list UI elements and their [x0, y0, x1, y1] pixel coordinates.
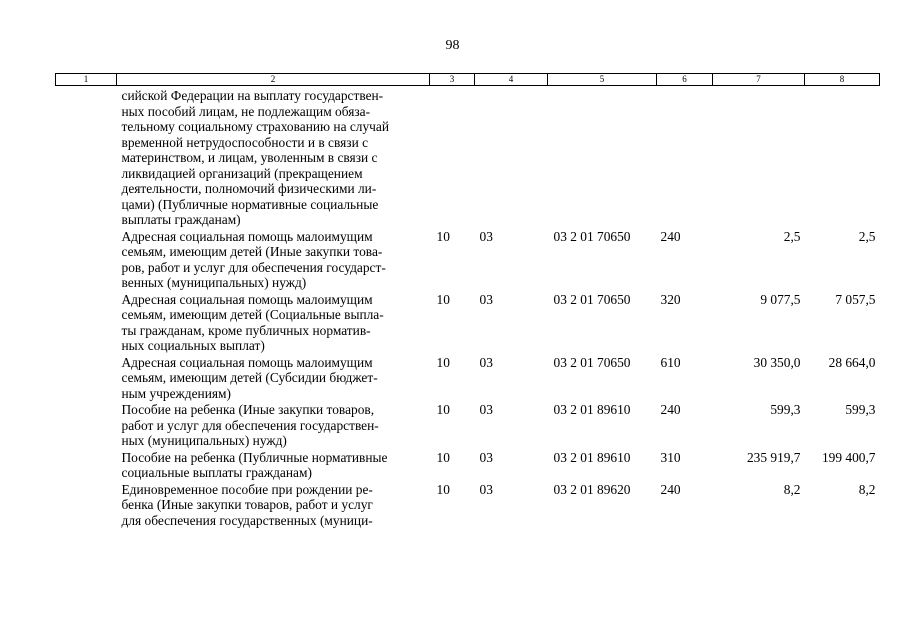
- expense-name-line: Пособие на ребенка (Иные закупки товаров,: [121, 402, 375, 417]
- subsection-cell: 03: [479, 228, 493, 244]
- column-header-7: 7: [713, 74, 805, 86]
- subsection-cell: 03: [479, 354, 493, 370]
- amount-col8-cell: 199 400,7: [821, 449, 876, 465]
- expense-name-line: Адресная социальная помощь малоимущим: [121, 291, 373, 307]
- expense-type-cell: 240: [660, 402, 681, 417]
- amount-col8-cell: 599,3: [845, 402, 876, 417]
- column-number-row: [56, 74, 880, 86]
- expense-type-cell: 240: [660, 481, 681, 497]
- target-code-cell: 03 2 01 89610: [553, 449, 631, 465]
- expense-type-cell: 240: [660, 228, 681, 244]
- amount-col8-cell: [805, 86, 880, 229]
- expense-name-line: цами) (Публичные нормативные социальные: [121, 196, 379, 212]
- table-row: [56, 450, 880, 482]
- expense-name-cell: [117, 482, 430, 530]
- subsection-cell: 03: [479, 291, 493, 307]
- expense-name-line: тельному социальному страхованию на случай: [121, 119, 390, 134]
- row-index-cell: [56, 229, 117, 292]
- expense-name-line: работ и услуг для обеспечения государствен-: [121, 417, 379, 433]
- section-cell: 10: [436, 354, 450, 370]
- row-index-cell: [56, 86, 117, 229]
- expense-type-cell: 310: [660, 449, 681, 465]
- row-index-cell: [56, 402, 117, 450]
- expense-name-line: ров, работ и услуг для обеспечения государст-: [121, 259, 386, 275]
- table-body: [56, 86, 880, 530]
- expense-name-line: Адресная социальная помощь малоимущим: [121, 354, 373, 370]
- target-code-cell: [548, 86, 657, 229]
- table-row: [56, 292, 880, 355]
- target-code-cell: 03 2 01 70650: [553, 354, 631, 370]
- table-row: [56, 86, 880, 229]
- expense-type-cell: 320: [660, 291, 681, 307]
- expense-name-line: деятельности, полномочий физическими ли-: [121, 181, 377, 196]
- row-index-cell: [56, 482, 117, 530]
- expense-name-line: для обеспечения государственных (муници-: [121, 512, 373, 528]
- budget-table: [55, 73, 880, 529]
- row-index-cell: [56, 355, 117, 403]
- section-cell: 10: [436, 228, 450, 244]
- expense-name-line: бенка (Иные закупки товаров, работ и услуг: [121, 497, 373, 512]
- expense-name-line: семьям, имеющим детей (Иные закупки това-: [121, 244, 383, 259]
- subsection-cell: [475, 86, 548, 229]
- row-index-cell: [56, 450, 117, 482]
- amount-col7-cell: 2,5: [783, 228, 801, 244]
- expense-type-cell: 610: [660, 354, 681, 370]
- subsection-cell: 03: [479, 449, 493, 465]
- expense-name-line: временной нетрудоспособности и в связи с: [121, 134, 369, 150]
- page-number: 98: [445, 38, 460, 53]
- column-header-3: 3: [430, 74, 475, 86]
- expense-name-line: социальные выплаты гражданам): [121, 465, 312, 480]
- expense-name-line: венных (муниципальных) нужд): [121, 275, 307, 290]
- section-cell: 10: [436, 481, 450, 497]
- amount-col8-cell: 8,2: [858, 481, 876, 497]
- section-cell: 10: [436, 402, 450, 417]
- expense-name-cell: [117, 402, 430, 450]
- expense-name-line: ты гражданам, кроме публичных норматив-: [121, 322, 371, 338]
- amount-col7-cell: [713, 86, 805, 229]
- expense-name-line: Единовременное пособие при рождении ре-: [121, 481, 373, 497]
- amount-col7-cell: 30 350,0: [753, 354, 801, 370]
- row-index-cell: [56, 292, 117, 355]
- expense-name-line: Пособие на ребенка (Публичные нормативные: [121, 449, 388, 465]
- expense-name-line: ным учреждениям): [121, 385, 231, 401]
- column-header-1: 1: [56, 74, 117, 86]
- expense-name-cell: [117, 86, 430, 229]
- target-code-cell: 03 2 01 89620: [553, 481, 631, 497]
- expense-name-cell: [117, 355, 430, 403]
- amount-col8-cell: 28 664,0: [828, 354, 876, 370]
- expense-name-cell: [117, 450, 430, 482]
- amount-col7-cell: 599,3: [770, 402, 801, 417]
- table-row: [56, 482, 880, 530]
- amount-col7-cell: 8,2: [783, 481, 801, 497]
- expense-name-line: Адресная социальная помощь малоимущим: [121, 228, 373, 244]
- expense-name-line: ных социальных выплат): [121, 338, 265, 353]
- amount-col8-cell: 7 057,5: [835, 291, 876, 307]
- expense-name-line: семьям, имеющим детей (Социальные выпла-: [121, 307, 384, 322]
- amount-col8-cell: 2,5: [858, 228, 876, 244]
- target-code-cell: 03 2 01 89610: [553, 402, 631, 417]
- expense-type-cell: [657, 86, 713, 229]
- column-header-4: 4: [475, 74, 548, 86]
- table-row: [56, 229, 880, 292]
- amount-col7-cell: 235 919,7: [746, 449, 801, 465]
- column-header-8: 8: [805, 74, 880, 86]
- expense-name-cell: [117, 229, 430, 292]
- expense-name-line: ных пособий лицам, не подлежащим обяза-: [121, 103, 371, 119]
- expense-name-line: сийской Федерации на выплату государствен-: [121, 88, 384, 103]
- target-code-cell: 03 2 01 70650: [553, 228, 631, 244]
- section-cell: 10: [436, 449, 450, 465]
- expense-name-line: выплаты гражданам): [121, 212, 241, 227]
- expense-name-line: материнством, и лицам, уволенным в связи с: [121, 150, 378, 165]
- expense-name-line: ных (муниципальных) нужд): [121, 433, 287, 448]
- section-cell: 10: [436, 291, 450, 307]
- expense-name-line: ликвидацией организаций (прекращением: [121, 165, 363, 181]
- table-row: [56, 355, 880, 403]
- amount-col7-cell: 9 077,5: [760, 291, 801, 307]
- column-header-2: 2: [117, 74, 430, 86]
- section-cell: [430, 86, 475, 229]
- table-row: [56, 402, 880, 450]
- column-header-6: 6: [657, 74, 713, 86]
- target-code-cell: 03 2 01 70650: [553, 291, 631, 307]
- subsection-cell: 03: [479, 481, 493, 497]
- column-header-5: 5: [548, 74, 657, 86]
- expense-name-line: семьям, имеющим детей (Субсидии бюджет-: [121, 370, 378, 385]
- subsection-cell: 03: [479, 402, 493, 417]
- expense-name-cell: [117, 292, 430, 355]
